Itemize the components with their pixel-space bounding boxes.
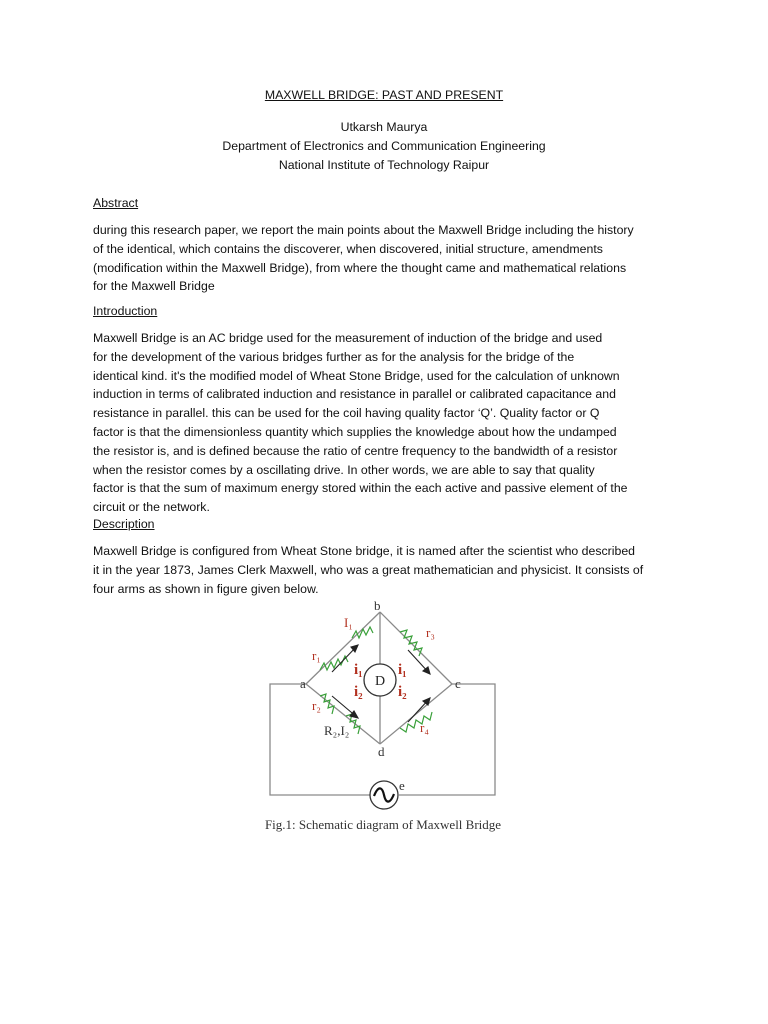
detector-label: D [374, 674, 386, 689]
label-r4: r₄ [420, 720, 429, 735]
maxwell-bridge-figure [262, 600, 504, 836]
figure-caption: Fig.1: Schematic diagram of Maxwell Bridge [264, 817, 502, 832]
label-r3: r₃ [426, 625, 435, 640]
introduction-line: when the resistor comes by a oscillating drive. In other words, we are able to say that quality [93, 462, 595, 477]
label-i1-right: i₁ [398, 662, 407, 678]
introduction-line: for the development of the various bridges further as for the analysis for the bridge of the [93, 349, 575, 364]
label-i2-right: i₂ [398, 684, 407, 700]
abstract-line: during this research paper, we report the main points about the Maxwell Bridge including the history [93, 223, 634, 237]
description-heading: Description [93, 517, 155, 531]
node-label-a: a [300, 676, 306, 691]
node-label-c: c [455, 676, 461, 691]
label-I1: I₁ [344, 615, 353, 630]
node-label-d: d [378, 744, 385, 759]
description-paragraph [93, 542, 683, 598]
introduction-line: the resistor is, and is defined because the ratio of centre frequency to the bandwidth of a resistor [93, 443, 618, 458]
introduction-line: factor is that the dimensionless quantity which supplies the knowledge about how the undamped [93, 424, 617, 439]
author-department: Department of Electronics and Communication Engineering [222, 139, 546, 153]
abstract-line: (modification within the Maxwell Bridge), from where the thought came and mathematical relations [93, 260, 627, 275]
introduction-paragraph [93, 329, 683, 517]
author-block [0, 118, 768, 175]
label-r1: r₁ [312, 648, 321, 663]
bridge-schematic [262, 600, 504, 836]
description-line: Maxwell Bridge is configured from Wheat Stone bridge, it is named after the scientist who described [93, 544, 636, 558]
introduction-line: identical kind. it's the modified model of Wheat Stone Bridge, used for the calculation of unknown [93, 368, 620, 383]
resistor-r1 [320, 656, 348, 670]
abstract-line: of the identical, which contains the discoverer, when discovered, initial structure, amendments [93, 241, 603, 256]
wire-right [399, 684, 495, 795]
author-institute: National Institute of Technology Raipur [278, 158, 490, 172]
resistor-r3 [400, 630, 422, 656]
author-name: Utkarsh Maurya [340, 120, 428, 134]
introduction-heading: Introduction [93, 304, 158, 318]
introduction-line: circuit or the network. [93, 500, 210, 515]
outer-wires [270, 612, 495, 795]
description-line: it in the year 1873, James Clerk Maxwell, who was a great mathematician and physicist. It consists of [93, 562, 644, 577]
introduction-line: Maxwell Bridge is an AC bridge used for the measurement of induction of the bridge and used [93, 331, 603, 345]
label-R2I2: R₂,I₂ [324, 723, 350, 738]
node-label-e: e [399, 778, 405, 793]
introduction-line: resistance in parallel. this can be used for the coil having quality factor ‘Q’. Quality factor or Q [93, 406, 600, 421]
paper-title: MAXWELL BRIDGE: PAST AND PRESENT [264, 88, 504, 102]
introduction-line: induction in terms of calibrated induction and resistance in parallel or calibrated capacitance and [93, 387, 616, 402]
description-line: four arms as shown in figure given below. [93, 581, 319, 596]
node-label-b: b [374, 600, 381, 613]
label-r2: r₂ [312, 698, 321, 713]
abstract-line: for the Maxwell Bridge [93, 279, 215, 294]
introduction-line: factor is that the sum of maximum energy stored within the each active and passive element of the [93, 481, 628, 496]
label-i1-left: i₁ [354, 662, 363, 678]
label-i2-left: i₂ [354, 684, 363, 700]
abstract-paragraph [93, 221, 683, 296]
abstract-heading: Abstract [93, 196, 139, 210]
